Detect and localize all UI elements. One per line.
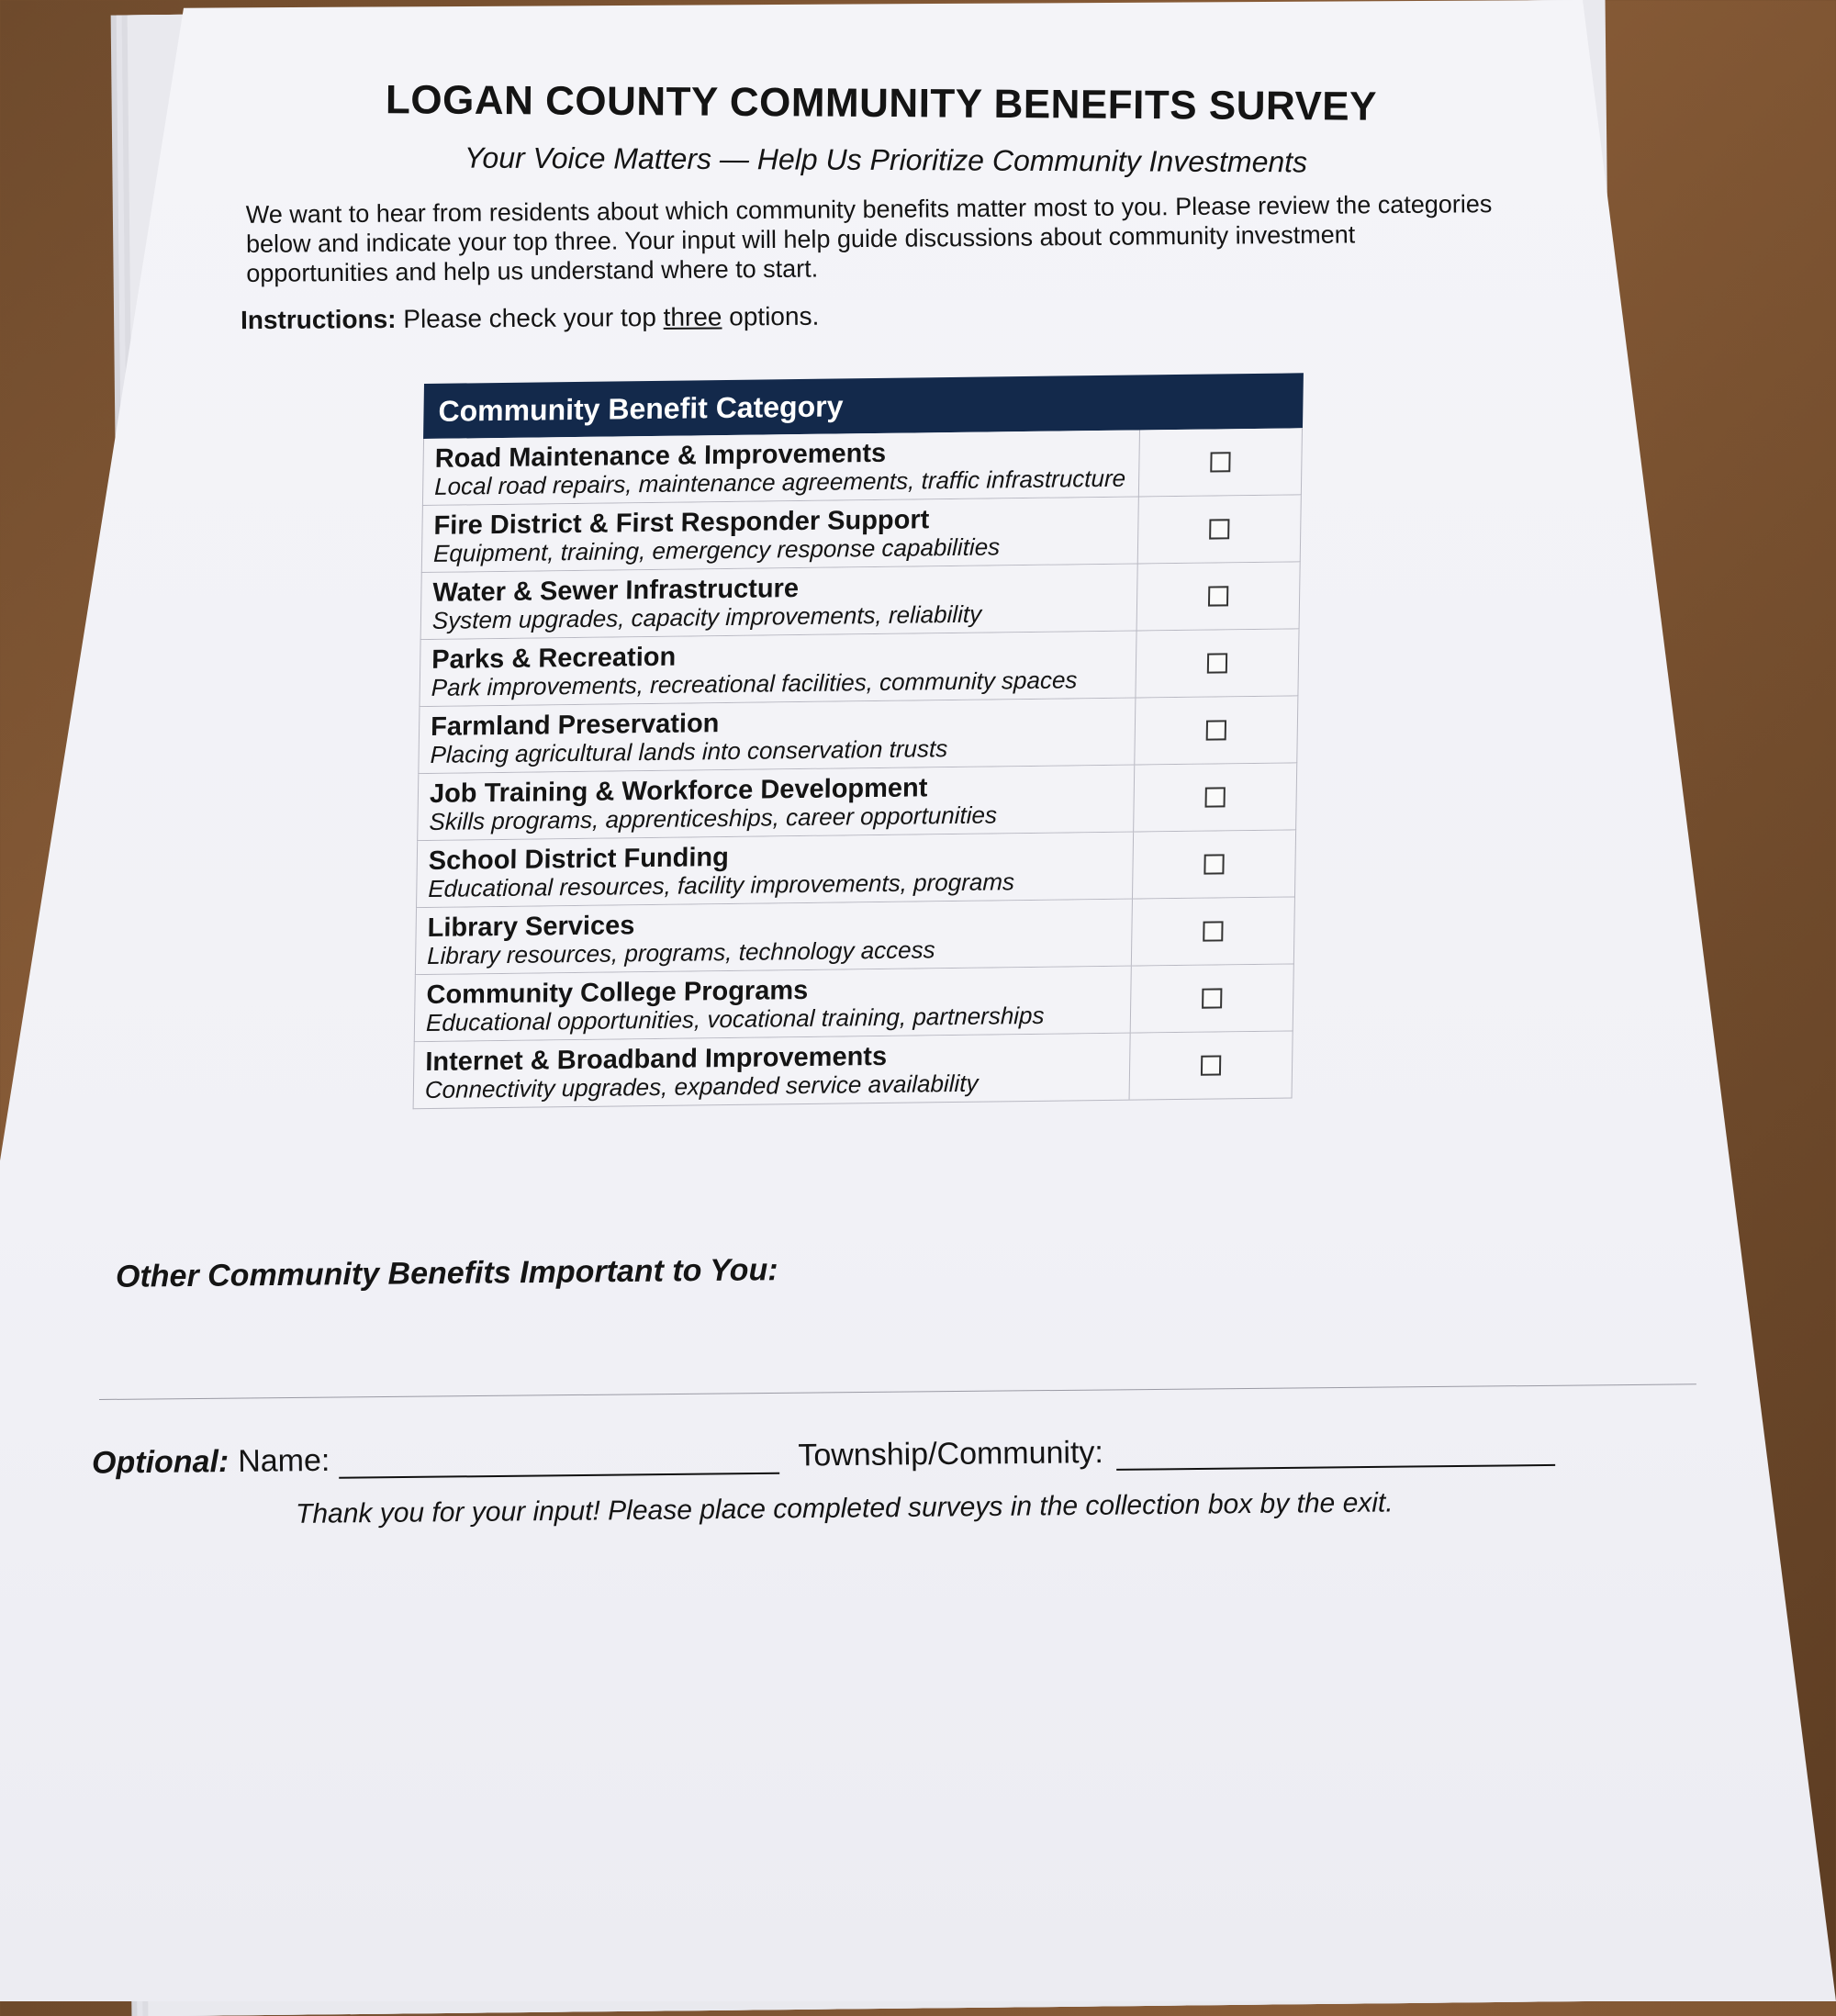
item-title: Farmland Preservation — [430, 709, 720, 742]
checkbox-library-services[interactable] — [1203, 921, 1223, 941]
item-description: Educational resources, facility improvements, programs — [428, 868, 1015, 902]
item-title: Community College Programs — [426, 975, 809, 1011]
row-checkbox-cell — [1134, 763, 1296, 831]
item-title: School District Funding — [428, 842, 730, 876]
row-checkbox-cell — [1133, 830, 1295, 898]
row-text — [418, 766, 1135, 841]
table-row — [419, 629, 1299, 707]
instructions-emphasis: three — [663, 302, 722, 331]
row-text — [420, 632, 1136, 707]
table-row — [416, 830, 1296, 908]
table-row — [421, 495, 1302, 573]
checkbox-farmland-preservation[interactable] — [1206, 720, 1226, 740]
table-row — [418, 696, 1298, 774]
table-row — [415, 897, 1295, 975]
optional-info-row — [92, 1429, 1597, 1481]
other-benefits-label: Other Community Benefits Important to You: — [115, 1252, 778, 1294]
instructions — [241, 300, 1067, 335]
row-text — [419, 699, 1136, 774]
instructions-text-pre: Please check your top — [396, 302, 664, 333]
item-title: Fire District & First Responder Support — [433, 505, 930, 541]
other-benefits-write-line[interactable] — [99, 1383, 1696, 1400]
row-text — [414, 1034, 1131, 1109]
checkbox-parks-recreation[interactable] — [1207, 653, 1227, 673]
checkbox-water-sewer[interactable] — [1208, 586, 1228, 606]
checkbox-internet-broadband[interactable] — [1201, 1055, 1221, 1075]
row-text — [421, 565, 1138, 640]
row-checkbox-cell — [1136, 629, 1298, 697]
optional-lead: Optional: — [91, 1444, 230, 1481]
table-row — [414, 964, 1294, 1042]
table-header: Community Benefit Category — [423, 373, 1304, 439]
row-checkbox-cell — [1130, 1031, 1293, 1099]
item-description: System upgrades, capacity improvements, reliability — [431, 599, 982, 634]
item-title: Water & Sewer Infrastructure — [432, 574, 800, 608]
checkbox-job-training[interactable] — [1205, 787, 1226, 807]
row-checkbox-cell — [1132, 897, 1294, 965]
row-text — [415, 967, 1132, 1042]
table-row — [420, 562, 1301, 640]
item-description: Placing agricultural lands into conservation trusts — [430, 734, 948, 768]
row-text — [416, 900, 1133, 975]
item-description: Park improvements, recreational facilities, community spaces — [431, 666, 1078, 701]
survey-title: LOGAN COUNTY COMMUNITY BENEFITS SURVEY — [385, 77, 1378, 129]
checkbox-school-district[interactable] — [1203, 854, 1224, 874]
checkbox-road-maintenance[interactable] — [1210, 452, 1230, 472]
name-field[interactable] — [339, 1445, 779, 1479]
thank-you-note: Thank you for your input! Please place completed surveys in the collection box by the exit. — [295, 1487, 1394, 1529]
item-title: Parks & Recreation — [431, 642, 677, 675]
item-description: Connectivity upgrades, expanded service availability — [424, 1069, 979, 1104]
table-row — [422, 428, 1303, 506]
item-title: Library Services — [427, 911, 635, 944]
benefits-table — [413, 373, 1304, 1109]
row-checkbox-cell — [1138, 495, 1301, 563]
item-title: Job Training & Workforce Development — [429, 773, 928, 809]
item-description: Equipment, training, emergency response capabilities — [432, 532, 1001, 567]
survey-subtitle: Your Voice Matters — Help Us Prioritize Community Investments — [464, 140, 1308, 179]
township-field[interactable] — [1116, 1437, 1555, 1471]
checkbox-fire-district[interactable] — [1209, 519, 1229, 539]
row-checkbox-cell — [1131, 964, 1293, 1032]
row-text — [423, 430, 1140, 505]
item-description: Local road repairs, maintenance agreements, traffic infrastructure — [434, 464, 1126, 500]
survey-intro: We want to hear from residents about which community benefits matter most to you. Please review the categories below and indicate your top three. Your input will help guide discussions about community investment opportunities and help us understand where to start. — [245, 190, 1493, 287]
row-text — [417, 833, 1134, 908]
row-checkbox-cell — [1135, 696, 1297, 764]
item-description: Library resources, programs, technology access — [426, 935, 935, 970]
item-title: Internet & Broadband Improvements — [425, 1041, 888, 1078]
table-row — [417, 763, 1297, 841]
row-text — [422, 497, 1139, 572]
township-label: Township/Community: — [798, 1435, 1104, 1473]
instructions-lead: Instructions: — [240, 304, 397, 335]
table-row — [413, 1031, 1293, 1109]
row-checkbox-cell — [1139, 428, 1302, 496]
item-title: Road Maintenance & Improvements — [434, 438, 887, 474]
instructions-text-post: options. — [722, 301, 820, 331]
row-checkbox-cell — [1137, 562, 1300, 630]
item-description: Skills programs, apprenticeships, career opportunities — [429, 801, 998, 835]
checkbox-community-college[interactable] — [1202, 988, 1222, 1008]
name-label: Name: — [238, 1442, 330, 1479]
item-description: Educational opportunities, vocational training, partnerships — [425, 1001, 1045, 1037]
